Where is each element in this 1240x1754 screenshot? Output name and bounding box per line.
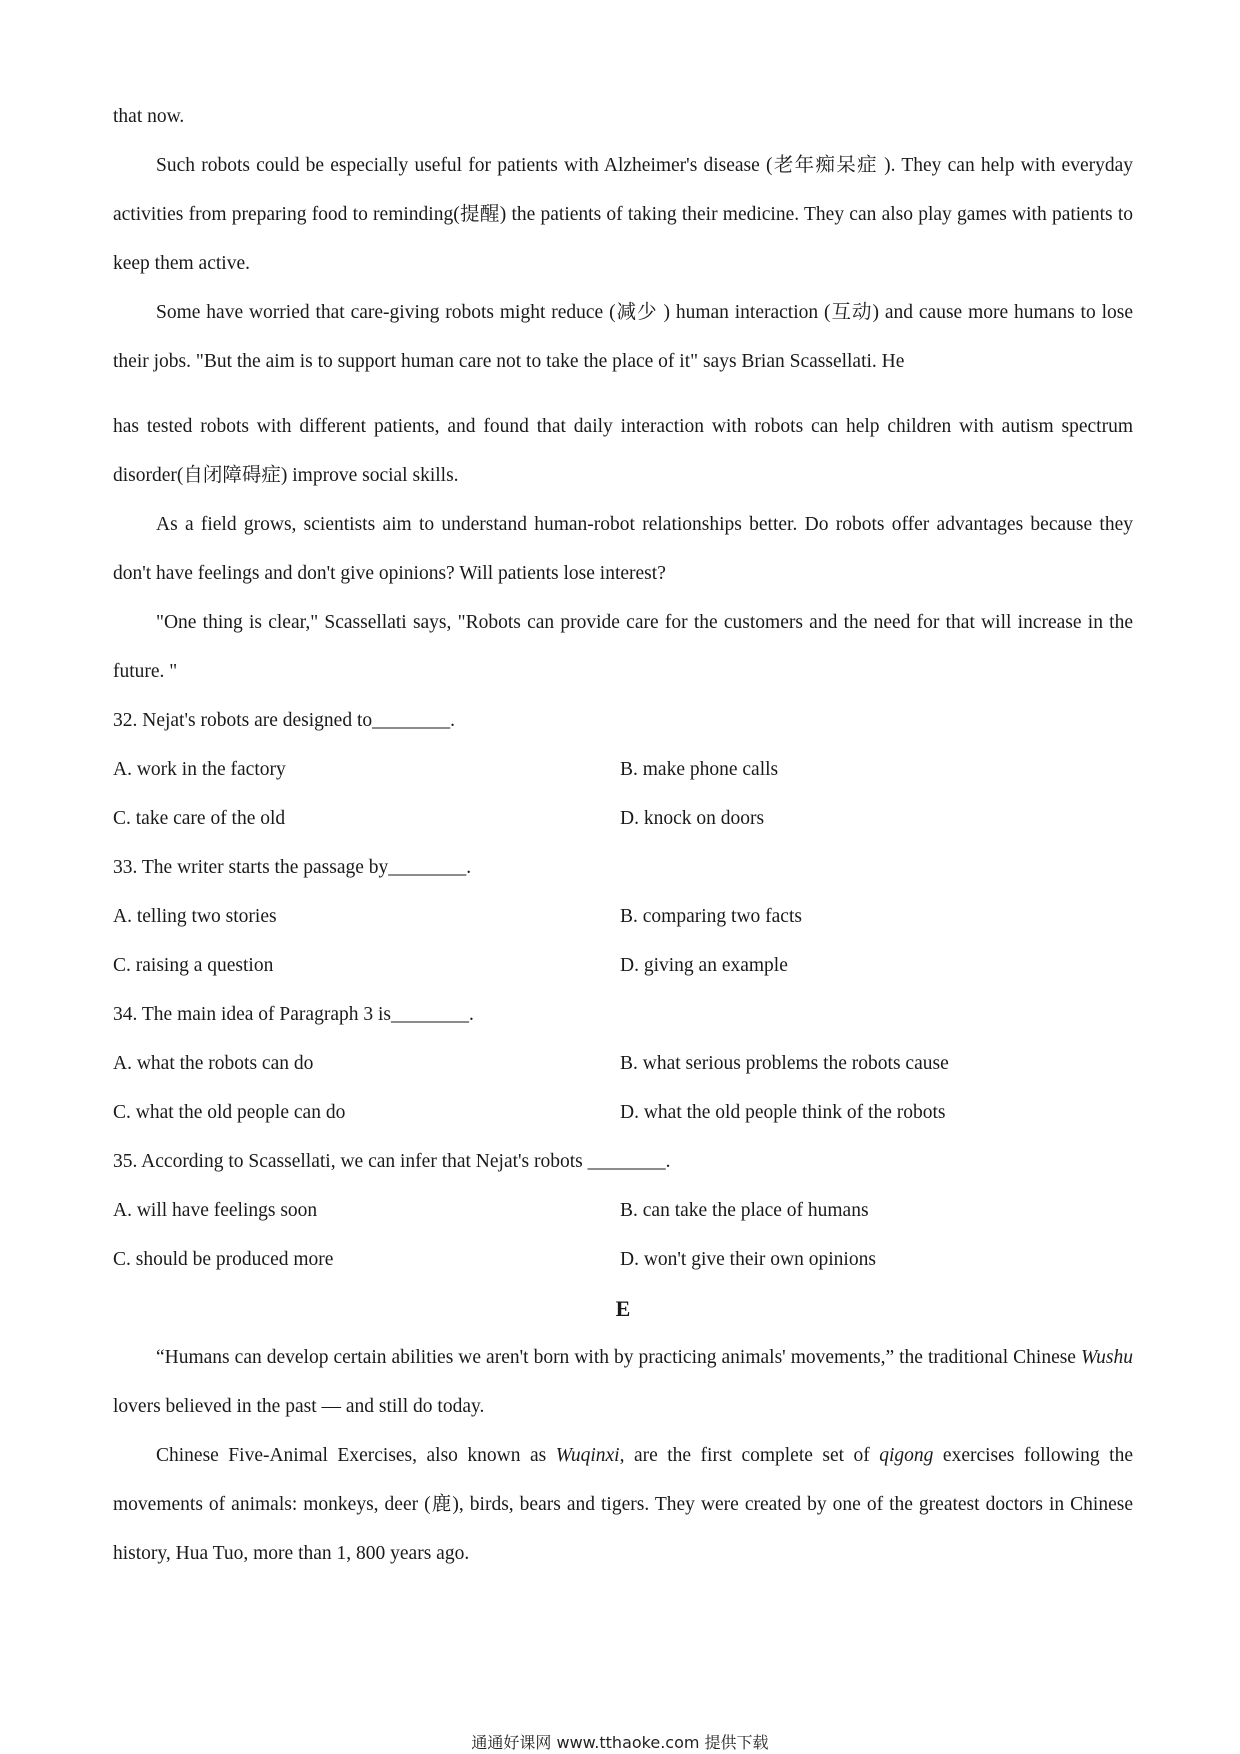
options-grid (113, 1039, 1133, 1137)
italic-term: Wuqinxi (555, 1445, 620, 1466)
question-stem: 34. The main idea of Paragraph 3 is________. (113, 1004, 474, 1025)
option-c: C. what the old people can do (113, 1102, 346, 1123)
option-d: D. knock on doors (620, 808, 765, 829)
paragraph: "One thing is clear," Scassellati says, "Robots can provide care for the customers and the need for that will increase in the future. " (113, 612, 1133, 682)
question-33 (113, 843, 1133, 990)
question-32 (113, 696, 1133, 843)
document-page (113, 92, 1133, 1578)
paragraph: Chinese Five-Animal Exercises, also known as Wuqinxi, are the first complete set of qigong exercises following the movements of animals: monkeys, deer (鹿), birds, bears and tigers. They were created by one of the greatest doctors in Chinese history, Hua Tuo, more than 1, 800 years ago. (113, 1445, 1133, 1564)
option-b: B. make phone calls (620, 759, 779, 780)
paragraph: As a field grows, scientists aim to understand human-robot relationships better. Do robots offer advantages because they don't have feelings and don't give opinions? Will patients lose interest? (113, 514, 1133, 584)
option-a: A. will have feelings soon (113, 1200, 318, 1221)
option-a: A. work in the factory (113, 759, 286, 780)
paragraph: “Humans can develop certain abilities we aren't born with by practicing animals' movements,” the traditional Chinese Wushu lovers believed in the past — and still do today. (113, 1347, 1133, 1417)
option-d: D. giving an example (620, 955, 788, 976)
option-c: C. raising a question (113, 955, 274, 976)
italic-term: Wushu (1080, 1347, 1133, 1368)
option-b: B. comparing two facts (620, 906, 802, 927)
question-35 (113, 1137, 1133, 1284)
italic-term: qigong (879, 1445, 934, 1466)
option-d: D. won't give their own opinions (620, 1249, 876, 1270)
options-grid (113, 745, 1133, 843)
options-grid (113, 1186, 1133, 1284)
question-34 (113, 990, 1133, 1137)
options-grid (113, 892, 1133, 990)
paragraph: has tested robots with different patients, and found that daily interaction with robots can help children with autism spectrum disorder(自闭障碍症) improve social skills. (113, 416, 1133, 486)
option-b: B. what serious problems the robots cause (620, 1053, 949, 1074)
option-d: D. what the old people think of the robots (620, 1102, 946, 1123)
footer-watermark: 通通好课网 www.tthaoke.com 提供下载 (471, 1733, 769, 1752)
paragraph: Some have worried that care-giving robots might reduce (减少 ) human interaction (互动) and cause more humans to lose their jobs. "But the aim is to support human care not to take the place of it" says Brian Scassellati. He (113, 302, 1133, 372)
question-stem: 33. The writer starts the passage by________. (113, 857, 472, 878)
option-a: A. what the robots can do (113, 1053, 314, 1074)
option-c: C. take care of the old (113, 808, 286, 829)
paragraph: Such robots could be especially useful for patients with Alzheimer's disease (老年痴呆症 ). They can help with everyday activities from preparing food to reminding(提醒) the patients of taking their medicine. They can also play games with patients to keep them active. (113, 155, 1133, 274)
question-stem: 35. According to Scassellati, we can infer that Nejat's robots ________. (113, 1151, 671, 1172)
question-stem: 32. Nejat's robots are designed to________. (113, 710, 455, 731)
option-a: A. telling two stories (113, 906, 277, 927)
paragraph: that now. (113, 106, 185, 127)
section-title: E (615, 1296, 631, 1321)
option-c: C. should be produced more (113, 1249, 334, 1270)
option-b: B. can take the place of humans (620, 1200, 869, 1221)
